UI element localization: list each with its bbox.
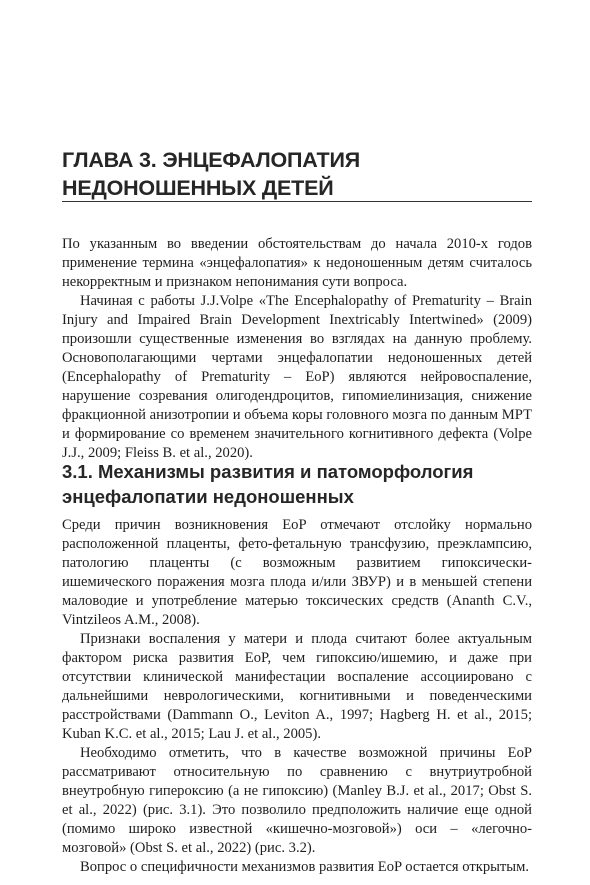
chapter-divider [62, 201, 532, 202]
intro-paragraph-2: Начиная с работы J.J.Volpe «The Encephalopathy of Prematurity – Brain Injury and Impaired Brain Development Inextricably Intertwined» (2009) произошли существенные изменения во взглядах на данную проблему. Основополагающими чертами энцефалопатии недоношенных детей (Encephalopathy of Prematurity – EoP) являются нейровоспаление, нарушение созревания олигодендроцитов, гипомиелинизация, снижение фракционной анизотропии и объема коры головного мозга по данным МРТ и формирование со временем значительного когнитивного дефекта (Volpe J.J., 2009; Fleiss B. et al., 2020). [62, 293, 532, 461]
intro-paragraph-1: По указанным во введении обстоятельствам до начала 2010-х годов применение термина «энцефалопатия» к недоношенным детям считалось некорректным и признаком непонимания сути вопроса. [62, 236, 532, 290]
section-text [62, 516, 532, 877]
section-title: 3.1. Механизмы развития и патоморфология энцефалопатии недоношенных [62, 461, 474, 507]
chapter-title: ГЛАВА 3. ЭНЦЕФАЛОПАТИЯ НЕДОНОШЕННЫХ ДЕТЕЙ [62, 148, 360, 200]
intro-text [62, 235, 532, 463]
section-paragraph-2: Признаки воспаления у матери и плода считают более актуальным фактором риска развития EoP, чем гипоксию/ишемию, и даже при отсутствии клинической манифестации воспаление ассоциировано с дальнейшими неврологическими, когнитивными и поведенческими расстройствами (Dammann O., Leviton A., 1997; Hagberg H. et al., 2015; Kuban K.C. et al., 2015; Lau J. et al., 2005). [62, 631, 532, 742]
section-paragraph-1: Среди причин возникновения EoP отмечают отслойку нормально расположенной плаценты, фето-фетальную трансфузию, преэклампсию, патологию плаценты (с возможным развитием гипоксически-ишемического поражения мозга плода и/или ЗВУР) и в меньшей степени маловодие и употребление матерью токсических средств (Ananth C.V., Vintzileos A.M., 2008). [62, 517, 532, 628]
section-paragraph-4: Вопрос о специфичности механизмов развития EoP остается открытым. [80, 859, 530, 875]
section-paragraph-3: Необходимо отметить, что в качестве возможной причины EoP рассматривают относительную по сравнению с внутриутробной внеутробную гипероксию (а не гипоксию) (Manley B.J. et al., 2017; Obst S. et al., 2022) (рис. 3.1). Это позволило предположить наличие еще одной (помимо широко известной «кишечно-мозговой») оси – «легочно-мозговой» (Obst S. et al., 2022) (рис. 3.2). [62, 745, 532, 856]
